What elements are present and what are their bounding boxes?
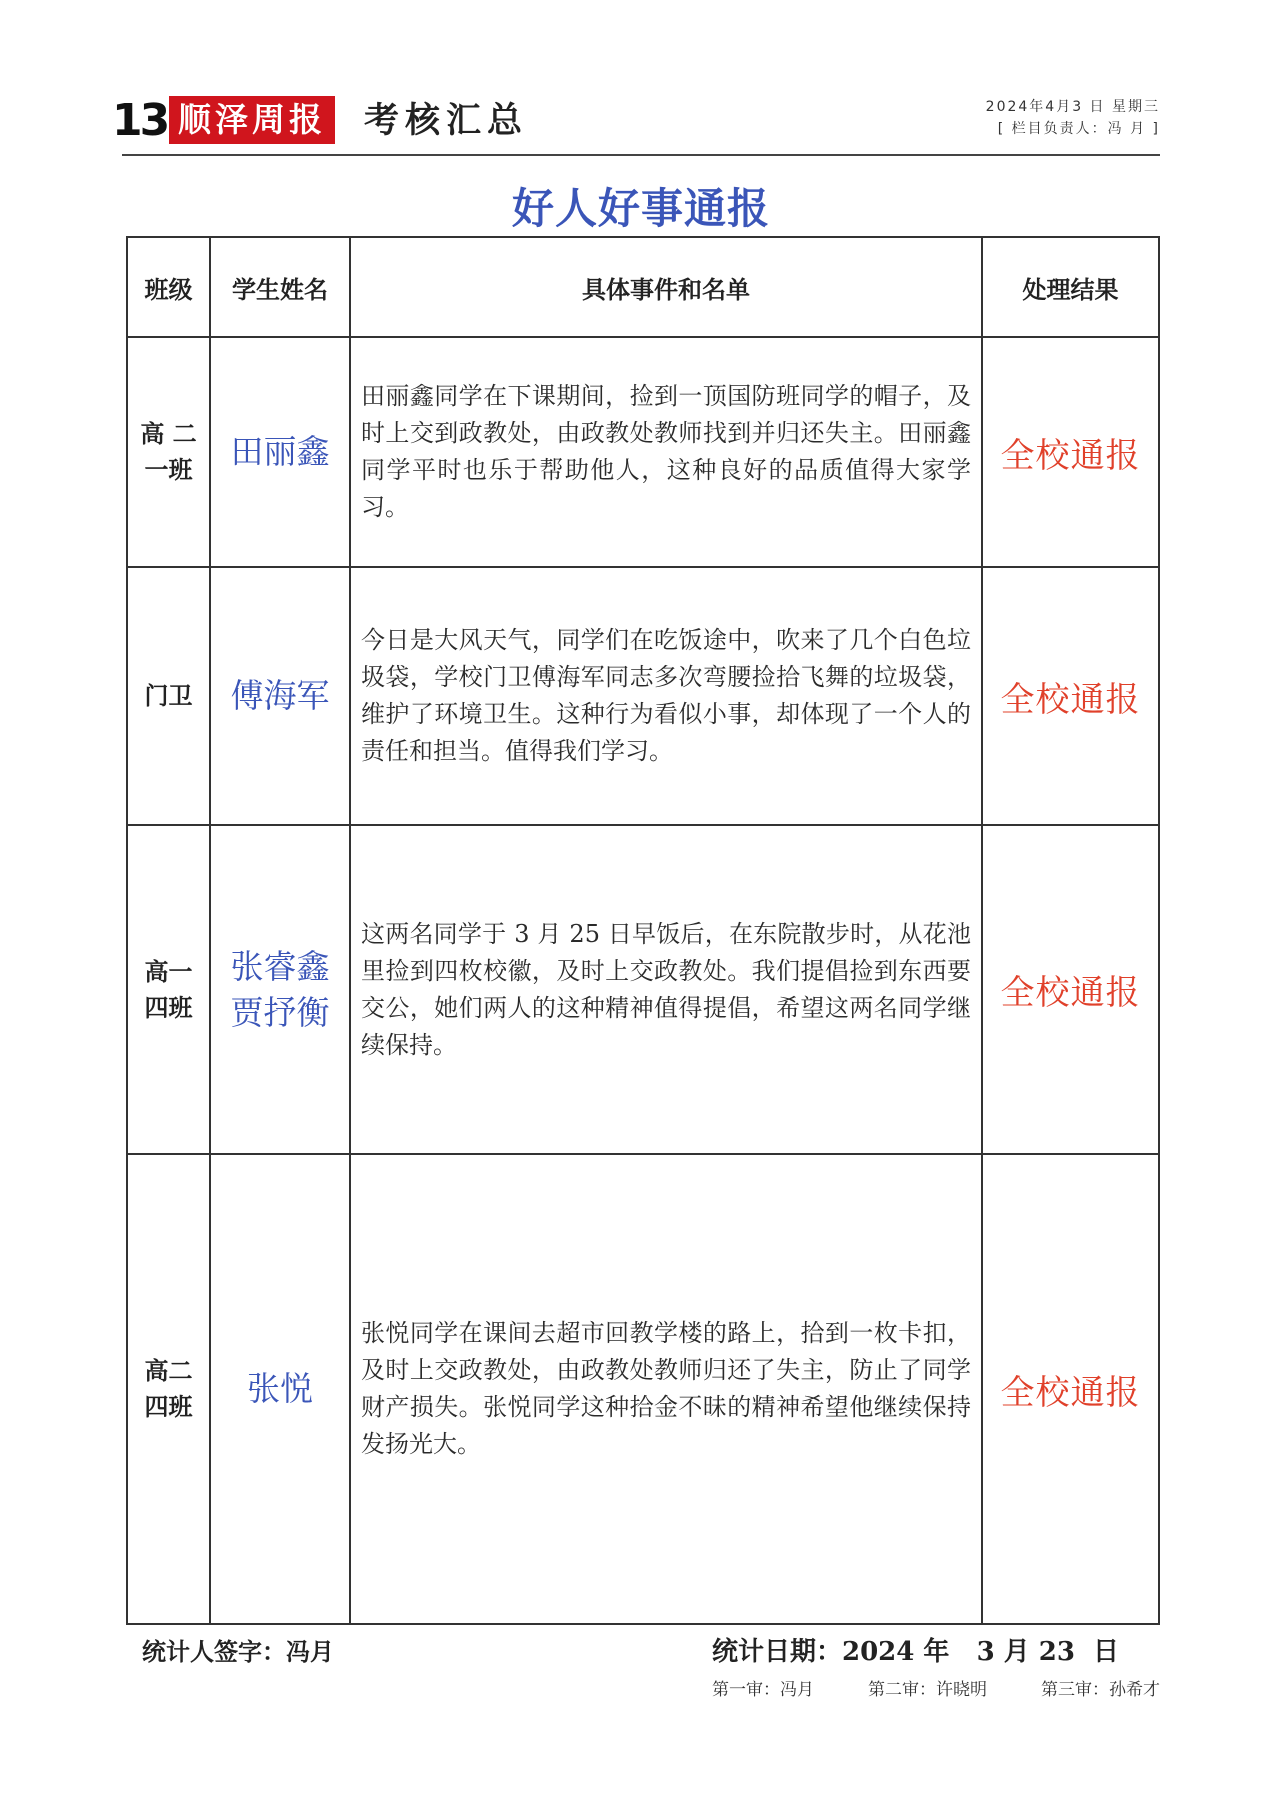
class-cell <box>127 567 210 825</box>
table-header-row <box>127 237 1159 337</box>
class-line: 四班 <box>144 993 193 1022</box>
publication-meta <box>986 96 1160 140</box>
student-name: 傅海军 <box>230 676 330 715</box>
student-name-cell <box>210 567 350 825</box>
table-row <box>127 825 1159 1154</box>
result-cell: 全校通报 <box>982 1154 1159 1624</box>
class-line: 高 二 <box>140 420 197 448</box>
header-divider <box>122 154 1160 156</box>
header-result: 处理结果 <box>982 237 1159 337</box>
student-name-cell <box>210 825 350 1154</box>
class-cell <box>127 337 210 567</box>
class-line: 四班 <box>144 1393 193 1421</box>
event-description: 张悦同学在课间去超市回教学楼的路上，拾到一枚卡扣，及时上交政教处，由政教处教师归还了失主，防止了同学财产损失。张悦同学这种拾金不昧的精神希望他继续保持发扬光大。 <box>350 1154 982 1624</box>
class-line: 门卫 <box>144 682 193 710</box>
publication-date: 2024年4月3 日 星期三 <box>985 99 1160 115</box>
result-cell: 全校通报 <box>982 567 1159 825</box>
report-table <box>126 236 1158 1623</box>
table-row <box>127 337 1159 567</box>
result-cell: 全校通报 <box>982 825 1159 1154</box>
class-line: 高二 <box>144 1357 193 1385</box>
event-description: 今日是大风天气，同学们在吃饭途中，吹来了几个白色垃圾袋，学校门卫傅海军同志多次弯腰捡拾飞舞的垃圾袋，维护了环境卫生。这种行为看似小事，却体现了一个人的责任和担当。值得我们学习。 <box>350 567 982 825</box>
event-description: 田丽鑫同学在下课期间，捡到一顶国防班同学的帽子，及时上交到政教处，由政教处教师找到并归还失主。田丽鑫同学平时也乐于帮助他人，这种良好的品质值得大家学习。 <box>350 337 982 567</box>
table-row <box>127 1154 1159 1624</box>
class-cell <box>127 825 210 1154</box>
paper-logo: 顺泽周报 <box>169 96 335 144</box>
reviewer-first: 第一审：冯月 <box>712 1680 814 1700</box>
statistics-date: 统计日期：2024 年 3 月 23 日 <box>712 1637 1120 1667</box>
event-description: 这两名同学于 3 月 25 日早饭后，在东院散步时，从花池里捡到四枚校徽，及时上交政教处。我们提倡捡到东西要交公，她们两人的这种精神值得提倡，希望这两名同学继续保持。 <box>350 825 982 1154</box>
page-title: 好人好事通报 <box>511 184 770 233</box>
header-class: 班级 <box>127 237 210 337</box>
student-name-cell <box>210 1154 350 1624</box>
student-name: 张睿鑫 <box>230 946 330 986</box>
table-row <box>127 567 1159 825</box>
reviewers <box>712 1676 1160 1704</box>
result-cell: 全校通报 <box>982 337 1159 567</box>
class-cell <box>127 1154 210 1624</box>
student-name: 田丽鑫 <box>230 432 330 471</box>
student-name-cell <box>210 337 350 567</box>
reviewer-third: 第三审：孙希才 <box>1041 1680 1160 1700</box>
student-name: 张悦 <box>247 1369 313 1408</box>
student-name: 贾抒衡 <box>230 992 330 1032</box>
class-line: 高一 <box>144 957 193 986</box>
section-title: 考核汇总 <box>364 101 529 141</box>
column-editor: [ 栏目负责人：冯 月 ] <box>997 121 1160 137</box>
reviewer-second: 第二审：许晓明 <box>868 1680 987 1700</box>
class-line: 一班 <box>144 456 193 484</box>
header-name: 学生姓名 <box>210 237 350 337</box>
signer-label: 统计人签字：冯月 <box>142 1638 334 1666</box>
page-number: 13 <box>112 95 168 146</box>
masthead <box>112 90 1160 156</box>
header-event: 具体事件和名单 <box>350 237 982 337</box>
